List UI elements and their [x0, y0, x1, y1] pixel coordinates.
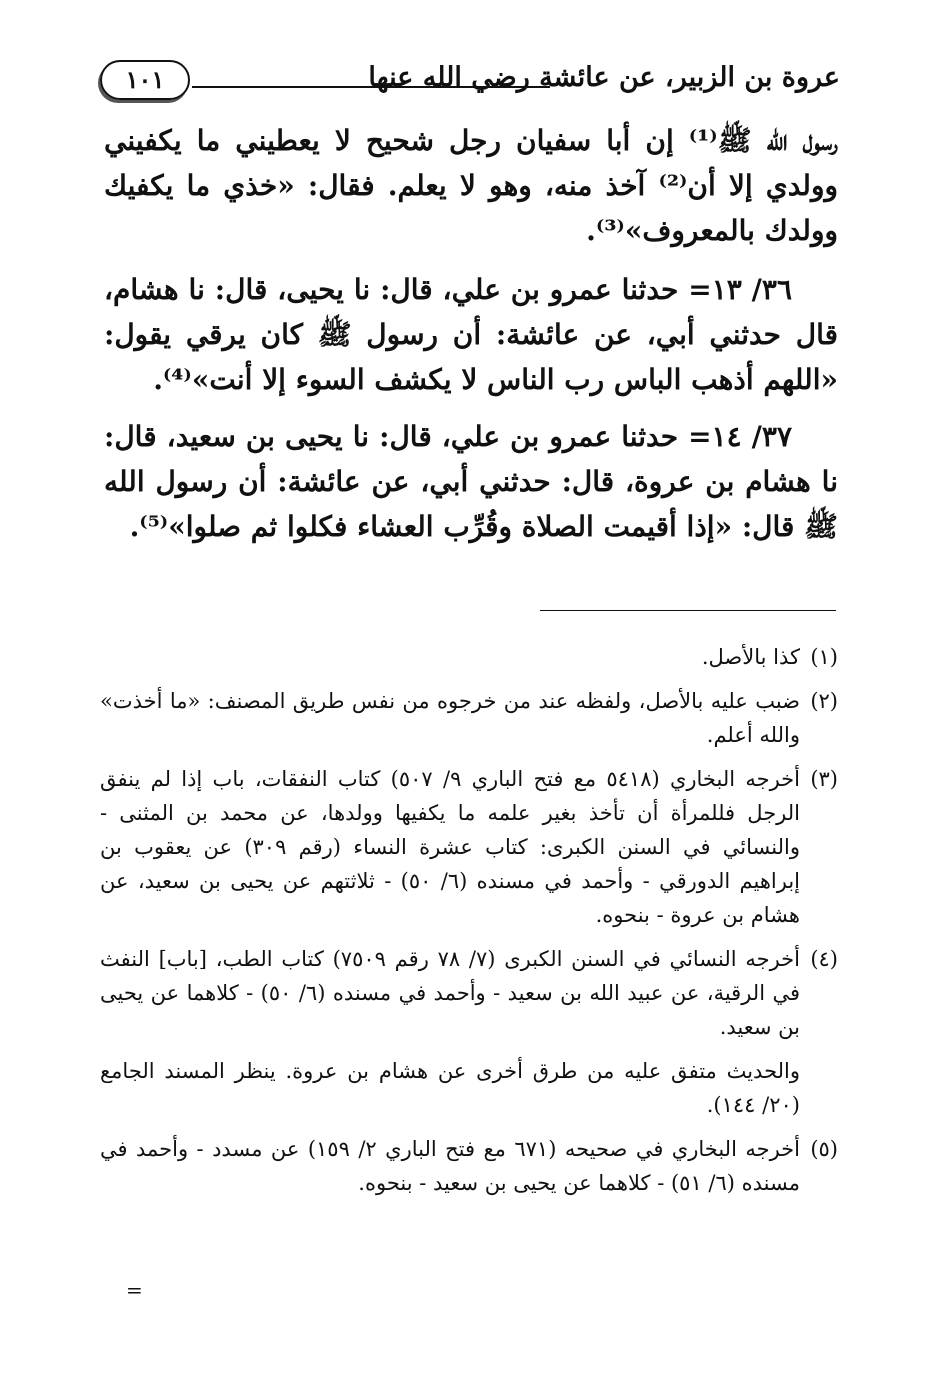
continued-mark: =	[126, 1278, 143, 1302]
footnote-text: أخرجه البخاري (٥٤١٨ مع فتح الباري ٩/ ٥٠٧) كتاب النفقات، باب إذا لم ينفق الرجل فللمرأة أن تأخذ بغير علمه ما يكفيها وولدها، عن محمد بن المثنى - والنسائي في السنن الكبرى: كتاب عشرة النساء (رقم ٣٠٩) عن يعقوب بن إبراهيم الدورقي - وأحمد في مسنده (٦/ ٥٠) - ثلاثتهم عن يحيى بن سعيد، عن هشام بن عروة - بنحوه.	[100, 767, 800, 927]
page-number: ١٠١	[100, 60, 190, 100]
footnote-5	[100, 1132, 838, 1200]
hadith-36: ٣٦/ ١٣= حدثنا عمرو بن علي، قال: نا يحيى، قال: نا هشام، قال حدثني أبي، عن عائشة: أن رسول ﷺ كان يرقي يقول: «اللهم أذهب الباس رب الناس لا يكشف السوء إلا أنت»⁽⁴⁾.	[104, 273, 838, 396]
footnote-number: (٥)	[810, 1137, 838, 1161]
footnote-separator	[540, 610, 836, 611]
running-title: عروة بن الزبير، عن عائشة رضي الله عنها	[368, 62, 840, 93]
footnote-text: ضبب عليه بالأصل، ولفظه عند من خرجوه من نفس طريق المصنف: «ما أخذت» والله أعلم.	[100, 689, 800, 747]
paragraph-continued: رسول الله ﷺ⁽¹⁾ إن أبا سفيان رجل شحيح لا يعطيني ما يكفيني وولدي إلا أن⁽²⁾ آخذ منه، وهو لا يعلم. فقال: «خذي ما يكفيك وولدك بالمعروف»⁽³⁾.	[104, 124, 838, 247]
footnote-text: أخرجه النسائي في السنن الكبرى (٧/ ٧٨ رقم ٧٥٠٩) كتاب الطب، [باب] النفث في الرقية، عن عبيد الله بن سعيد - وأحمد في مسنده (٦/ ٥٠) - كلاهما عن يحيى بن سعيد.	[100, 947, 800, 1039]
footnote-4-continuation: والحديث متفق عليه من طرق أخرى عن هشام بن عروة. ينظر المسند الجامع (٢٠/ ١٤٤).	[100, 1059, 800, 1117]
footnote-text: أخرجه البخاري في صحيحه (٦٧١ مع فتح الباري ٢/ ١٥٩) عن مسدد - وأحمد في مسنده (٦/ ٥١) - كلاهما عن يحيى بن سعيد - بنحوه.	[100, 1137, 800, 1195]
footnote-number: (١)	[810, 645, 838, 669]
header-rule	[192, 86, 550, 88]
footnote-4	[100, 942, 838, 1044]
footnotes	[100, 640, 838, 1210]
footnote-2	[100, 684, 838, 752]
main-text	[104, 118, 838, 561]
footnote-text: كذا بالأصل.	[701, 645, 800, 669]
footnote-number: (٢)	[810, 689, 838, 713]
footnote-1	[100, 640, 838, 674]
hadith-37: ٣٧/ ١٤= حدثنا عمرو بن علي، قال: نا يحيى بن سعيد، قال: نا هشام بن عروة، قال: حدثني أبي، عن عائشة: أن رسول الله ﷺ قال: «إذا أقيمت الصلاة وقُرِّب العشاء فكلوا ثم صلوا»⁽⁵⁾.	[104, 420, 838, 543]
footnote-number: (٤)	[810, 947, 838, 971]
page-header	[100, 56, 840, 108]
footnote-number: (٣)	[810, 767, 838, 791]
footnote-3	[100, 762, 838, 932]
